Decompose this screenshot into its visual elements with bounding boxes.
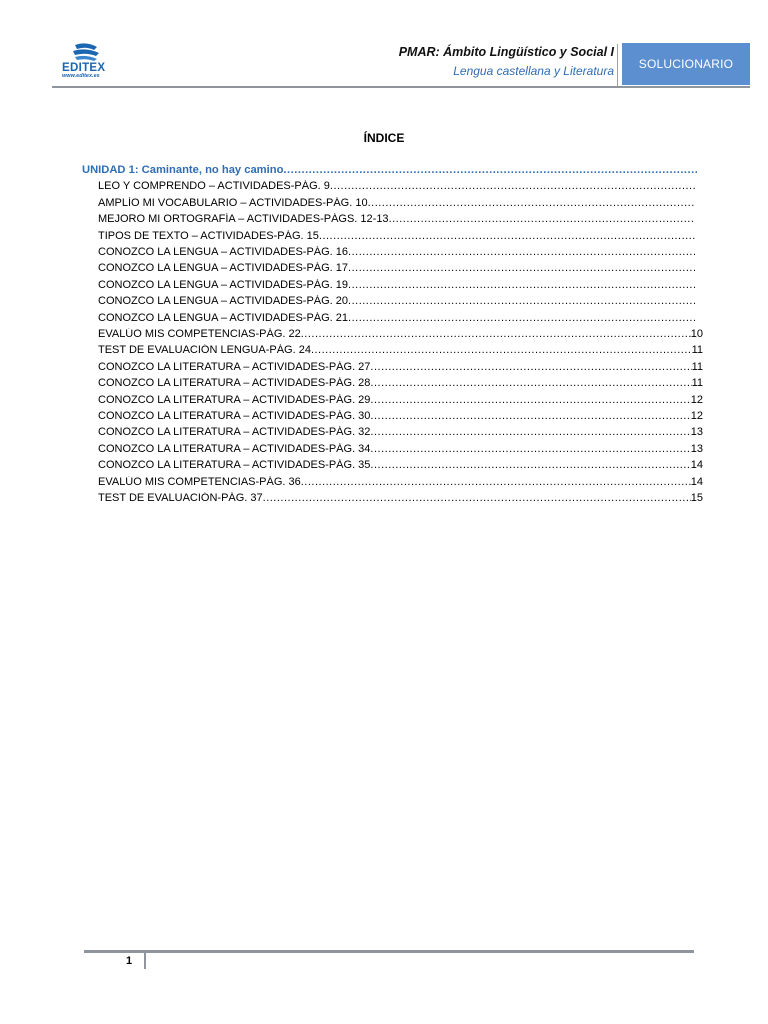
header-subtitle: Lengua castellana y Literatura <box>453 64 614 78</box>
toc-entry-page: 13 <box>690 426 703 439</box>
toc-leader <box>263 492 691 504</box>
toc-entry-label: CONOZCO LA LITERATURA – ACTIVIDADES-PÁG. 29 <box>98 393 371 406</box>
header-divider <box>617 44 618 86</box>
toc-entry-label: TEST DE EVALUACIÓN-PÁG. 37 <box>98 492 263 504</box>
toc-entry[interactable] <box>98 246 695 262</box>
toc-unit-label: UNIDAD 1: Caminante, no hay camino <box>82 164 284 176</box>
toc-entry-label: TIPOS DE TEXTO – ACTIVIDADES-PÁG. 15 <box>98 229 319 242</box>
toc-entry[interactable] <box>98 328 703 344</box>
toc-entry-label: CONOZCO LA LENGUA – ACTIVIDADES-PÁG. 19 <box>98 278 349 291</box>
toc-entry[interactable] <box>98 312 695 328</box>
toc-entry[interactable] <box>98 262 695 278</box>
toc-entry[interactable] <box>98 180 695 196</box>
toc-leader <box>311 344 692 356</box>
toc-entry-label: AMPLÍO MI VOCABULARIO – ACTIVIDADES-PÁG. 10 <box>98 196 368 209</box>
toc-entry-page: 11 <box>691 377 703 390</box>
toc-leader <box>370 361 691 373</box>
toc-entry[interactable] <box>98 344 703 360</box>
solucionario-badge: SOLUCIONARIO <box>622 43 750 85</box>
toc-entry-label: CONOZCO LA LENGUA – ACTIVIDADES-PÁG. 16 <box>98 246 349 258</box>
toc-entry[interactable] <box>98 213 695 229</box>
toc-entry-page: 11 <box>691 360 703 373</box>
toc-entry-label: CONOZCO LA LENGUA – ACTIVIDADES-PÁG. 21 <box>98 311 349 324</box>
toc-entry-page: 14 <box>690 459 703 472</box>
toc-entry-label: CONOZCO LA LENGUA – ACTIVIDADES-PÁG. 17 <box>98 262 349 275</box>
toc-entry-label: LEO Y COMPRENDO – ACTIVIDADES-PÁG. 9 <box>98 180 330 193</box>
toc-leader <box>330 180 695 192</box>
toc-entry-label: TEST DE EVALUACIÓN LENGUA-PÁG. 24 <box>98 344 311 357</box>
toc-leader <box>301 328 691 340</box>
toc-leader <box>370 410 690 422</box>
toc-entry[interactable] <box>98 426 703 442</box>
toc-entry-label: CONOZCO LA LITERATURA – ACTIVIDADES-PÁG. 30 <box>98 410 371 422</box>
toc-leader <box>319 230 695 242</box>
header-title: PMAR: Ámbito Lingüístico y Social I <box>398 45 614 59</box>
toc-entry[interactable] <box>98 410 703 426</box>
toc-unit-row[interactable] <box>82 164 697 180</box>
toc-entry-label: CONOZCO LA LITERATURA – ACTIVIDADES-PÁG. 34 <box>98 442 371 455</box>
toc-entry-label: CONOZCO LA LENGUA – ACTIVIDADES-PÁG. 20 <box>98 295 349 308</box>
footer-divider <box>144 953 146 969</box>
toc-leader <box>348 262 695 274</box>
toc-entry[interactable] <box>98 492 703 508</box>
toc-leader <box>370 426 690 438</box>
toc-entry-page: 10 <box>690 328 703 340</box>
toc-entry-label: CONOZCO LA LITERATURA – ACTIVIDADES-PÁG. 28 <box>98 377 371 390</box>
footer-page-number: 1 <box>126 955 133 967</box>
toc-entry[interactable] <box>98 476 703 492</box>
logo-url: www.editex.es <box>62 73 100 79</box>
toc-leader <box>348 246 695 258</box>
toc-leader <box>370 459 690 471</box>
toc-leader <box>348 295 695 307</box>
toc-entry[interactable] <box>98 459 703 475</box>
toc-leader <box>370 377 691 389</box>
toc-entry-label: EVALÚO MIS COMPETENCIAS-PÁG. 22 <box>98 328 301 340</box>
toc-entry-label: CONOZCO LA LITERATURA – ACTIVIDADES-PÁG. 32 <box>98 426 371 439</box>
toc-entry-page: 11 <box>691 344 703 357</box>
toc-entry[interactable] <box>98 361 703 377</box>
header-rule <box>52 86 750 88</box>
toc-entry-label: EVALÚO MIS COMPETENCIAS-PÁG. 36 <box>98 475 301 488</box>
toc-entry[interactable] <box>98 279 695 295</box>
index-heading: ÍNDICE <box>363 131 405 145</box>
toc-leader <box>389 213 695 225</box>
toc-entry-page: 15 <box>690 492 703 504</box>
toc-entry[interactable] <box>98 197 695 213</box>
toc-entry[interactable] <box>98 230 695 246</box>
toc-entry-label: CONOZCO LA LITERATURA – ACTIVIDADES-PÁG. 27 <box>98 360 371 373</box>
toc-entry-label: CONOZCO LA LITERATURA – ACTIVIDADES-PÁG. 35 <box>98 459 371 472</box>
toc-entry[interactable] <box>98 295 695 311</box>
toc-entry-page: 12 <box>690 393 703 406</box>
toc-leader <box>368 197 695 209</box>
footer-rule <box>84 950 694 953</box>
toc-entry-label: MEJORO MI ORTOGRAFÍA – ACTIVIDADES-PÁGS. 12-13 <box>98 213 389 226</box>
toc-leader <box>348 279 695 291</box>
toc-entry[interactable] <box>98 394 703 410</box>
toc-entry-page: 12 <box>690 410 703 422</box>
logo-text: EDITEX <box>62 62 106 74</box>
toc-leader <box>348 312 695 324</box>
toc-entry[interactable] <box>98 377 703 393</box>
toc-entry-page: 14 <box>690 475 703 488</box>
toc-leader <box>301 476 691 488</box>
toc-entry[interactable] <box>98 443 703 459</box>
toc-leader <box>370 443 690 455</box>
toc-leader <box>283 164 697 176</box>
toc-leader <box>370 394 690 406</box>
toc-entry-page: 13 <box>690 442 703 455</box>
